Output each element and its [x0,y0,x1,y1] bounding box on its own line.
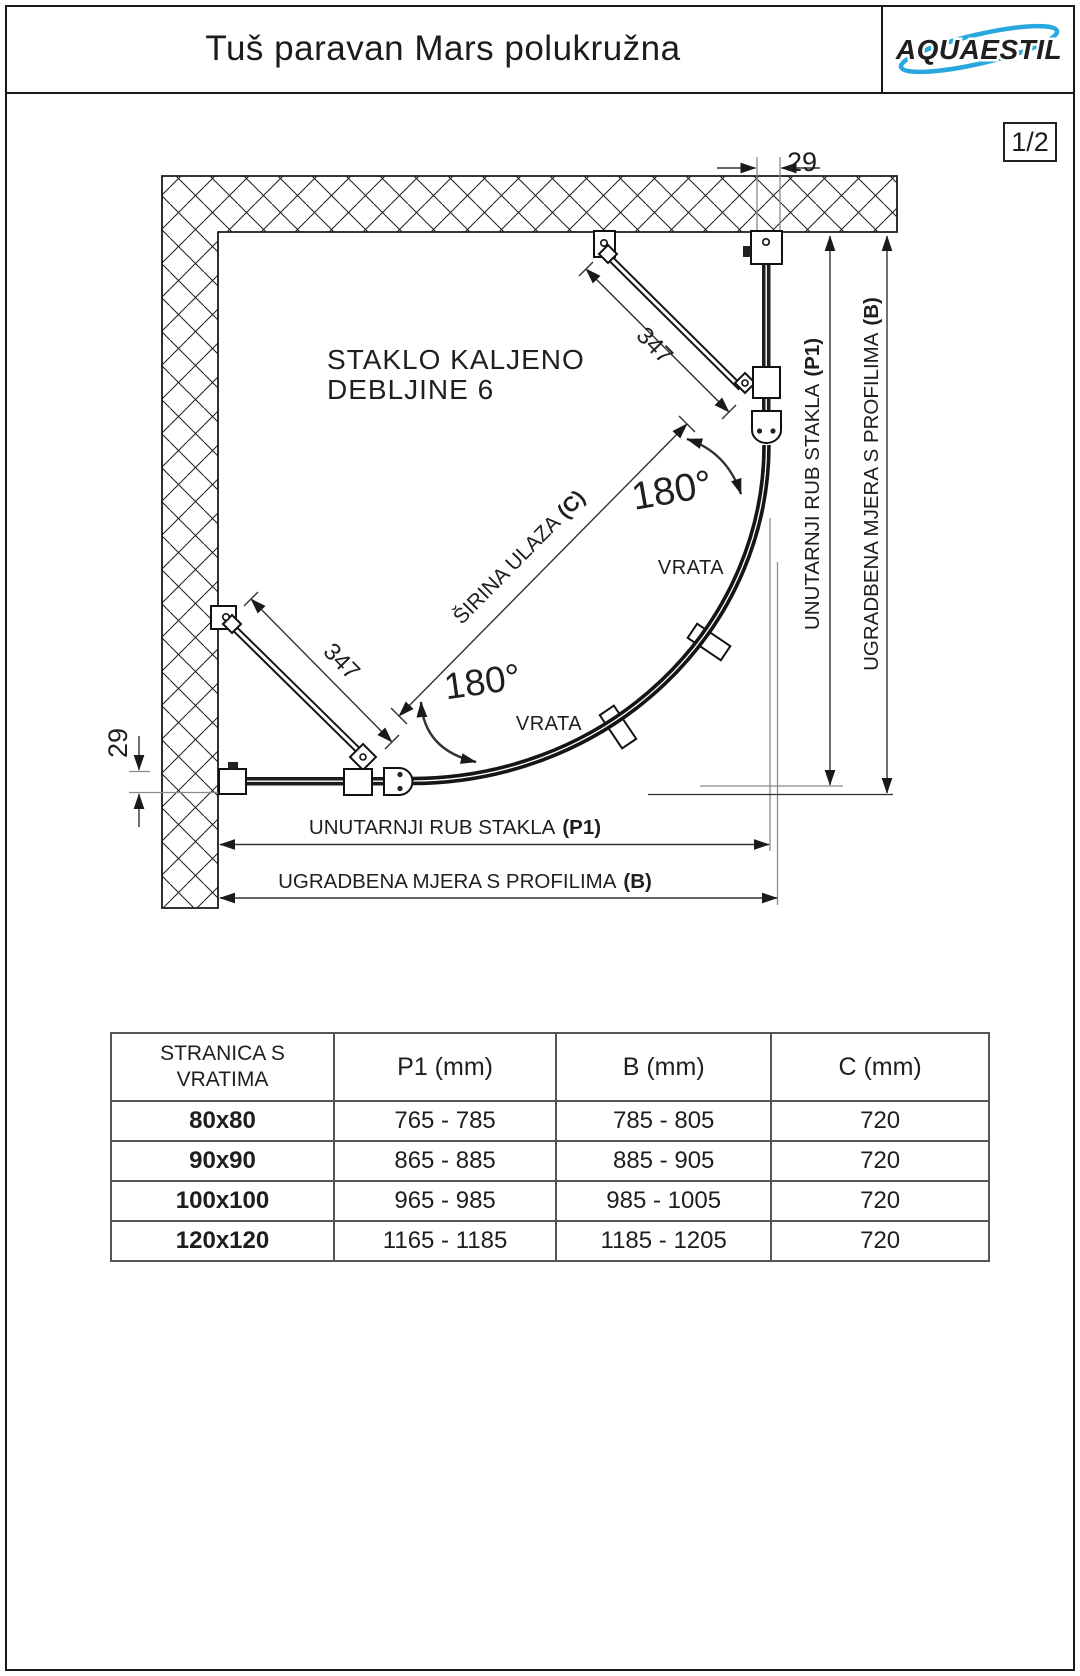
dim-29-top: 29 [787,147,818,177]
entry-width-label: ŠIRINA ULAZA(C) [448,486,590,629]
angle-label-top: 180° [628,462,716,519]
dim-29-left: 29 [103,727,133,759]
angle-label-bottom: 180° [441,655,524,708]
p1-cell: 1165 - 1185 [334,1221,556,1261]
door-label-bottom: VRATA [515,713,583,735]
header-size: STRANICA S VRATIMA [111,1033,334,1101]
size-cell: 120x120 [111,1221,334,1261]
logo-text: AQUAESTIL [895,33,1063,65]
install-width-label-bottom: UGRADBENA MJERA S PROFILIMA (B) [278,870,652,893]
size-cell: 100x100 [111,1181,334,1221]
b-cell: 1185 - 1205 [556,1221,771,1261]
table-row [111,1181,989,1221]
header-b: B (mm) [556,1033,771,1101]
dimension-lines [139,168,887,898]
dimension-table [110,1032,990,1262]
inner-edge-label-right: UNUTARNJI RUB STAKLA(P1) [801,337,824,631]
c-cell: 720 [771,1221,989,1261]
profiles-and-hinges [211,231,782,795]
c-cell: 720 [771,1181,989,1221]
header-c: C (mm) [771,1033,989,1101]
glass-note-line2: DEBLJINE 6 [327,374,495,405]
table-header-row [111,1033,989,1101]
c-cell: 720 [771,1101,989,1141]
glass-note-line1: STAKLO KALJENO [327,344,585,375]
page-title: Tuš paravan Mars polukružna [205,28,681,68]
table-row [111,1141,989,1181]
install-width-label-right: UGRADBENA MJERA S PROFILIMA(B) [860,297,883,671]
b-cell: 785 - 805 [556,1101,771,1141]
size-cell: 80x80 [111,1101,334,1141]
inner-edge-label-bottom: UNUTARNJI RUB STAKLA (P1) [308,816,602,839]
page-number: 1/2 [1011,126,1049,157]
table-row [111,1221,989,1261]
size-cell: 90x90 [111,1141,334,1181]
header-p1: P1 (mm) [334,1033,556,1101]
p1-cell: 865 - 885 [334,1141,556,1181]
door-label-top: VRATA [657,557,725,579]
b-cell: 985 - 1005 [556,1181,771,1221]
c-cell: 720 [771,1141,989,1181]
b-cell: 885 - 905 [556,1141,771,1181]
table-row [111,1101,989,1141]
p1-cell: 965 - 985 [334,1181,556,1221]
dim-347-top: 347 [630,322,679,370]
dim-347-bottom: 347 [317,638,366,686]
p1-cell: 765 - 785 [334,1101,556,1141]
